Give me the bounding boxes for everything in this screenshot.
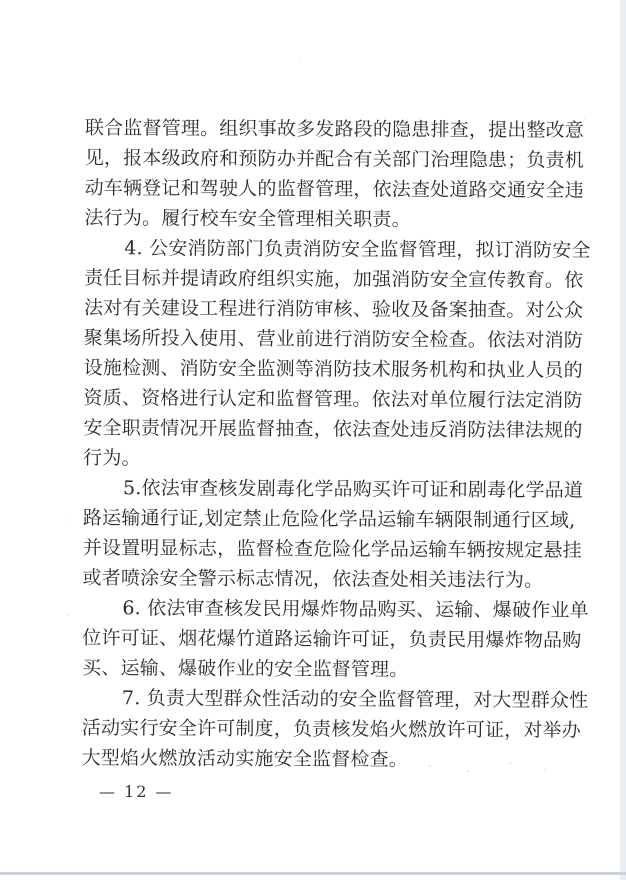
text-line: 设施检测、消防安全监测等消防技术服务机构和执业人员的 (83, 356, 583, 382)
text-line: 5.依法审查核发剧毒化学品购买许可证和剧毒化学品道 (122, 477, 584, 502)
text-line: 或者喷涂安全警示标志情况，依法查处相关违法行为。 (82, 566, 544, 592)
text-line: 资质、资格进行认定和监督管理。依法对单位履行法定消防 (83, 386, 583, 412)
text-line: 7. 负责大型群众性活动的安全监督管理，对大型群众性 (121, 687, 589, 712)
text-line: 路运输通行证,划定禁止危险化学品运输车辆限制通行区域, (82, 506, 576, 532)
text-line: 位许可证、烟花爆竹道路运输许可证，负责民用爆炸物品购 (82, 626, 582, 652)
page-number: — 12 — (99, 782, 174, 801)
document-body (81, 113, 591, 775)
text-line: 聚集场所投入使用、营业前进行消防安全检查。依法对消防 (83, 326, 584, 352)
text-line: 4. 公安消防部门负责消防安全监督管理，拟订消防安全 (124, 237, 591, 262)
text-line: 责任目标并提请政府组织实施，加强消防安全宣传教育。依 (84, 266, 584, 292)
text-line: 活动实行安全许可制度，负责核发焰火燃放许可证，对举办 (81, 716, 582, 742)
text-line: 安全职责情况开展监督抽查，依法查处违反消防法律法规的 (83, 416, 583, 442)
text-line: 见，报本级政府和预防办并配合有关部门治理隐患；负责机 (84, 146, 585, 172)
text-line: 并设置明显标志，监督检查危险化学品运输车辆按规定悬挂 (82, 536, 582, 562)
text-line: 6. 依法审查核发民用爆炸物品购买、运输、爆破作业单 (122, 597, 589, 622)
scan-edge-right (620, 0, 626, 880)
text-line: 法行为。履行校车安全管理相关职责。 (84, 206, 411, 231)
text-line: 大型焰火燃放活动实施安全监督检查。 (81, 746, 409, 771)
text-line: 行为。 (83, 446, 141, 470)
text-line: 买、运输、爆破作业的安全监督管理。 (82, 656, 409, 681)
text-line: 动车辆登记和驾驶人的监督管理，依法查处道路交通安全违 (84, 176, 584, 202)
scan-edge-bottom (0, 872, 626, 875)
text-line: 联合监督管理。组织事故多发路段的隐患排查，提出整改意 (84, 116, 585, 142)
text-line: 法对有关建设工程进行消防审核、验收及备案抽查。对公众 (83, 296, 584, 322)
